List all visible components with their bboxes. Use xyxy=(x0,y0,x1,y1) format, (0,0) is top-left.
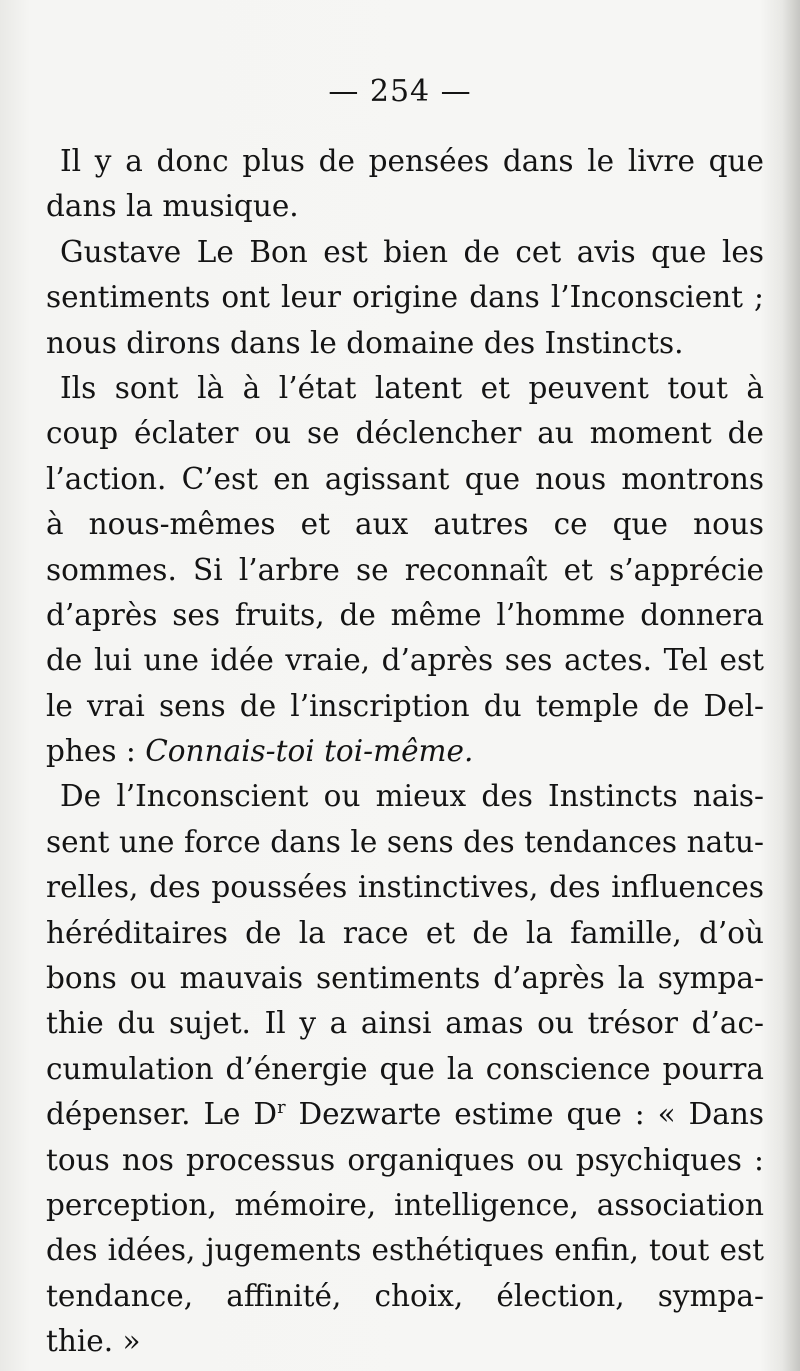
text-line: perception, mémoire, intelligence, association xyxy=(46,1187,764,1222)
text-line: bons ou mauvais sentiments d’après la sympa- xyxy=(46,961,764,996)
text-segment: Dezwarte estime que : « Dans xyxy=(285,1097,764,1132)
text-line: nous dirons dans le domaine des Instincts. xyxy=(46,325,684,360)
text-line xyxy=(46,729,764,774)
text-line: de lui une idée vraie, d’après ses actes. Tel est xyxy=(46,643,764,678)
text-segment: dépenser. Le D xyxy=(46,1097,278,1132)
superscript-abbrev: r xyxy=(277,1098,286,1119)
text-line: sommes. Si l’arbre se reconnaît et s’apprécie xyxy=(46,552,764,587)
body-text xyxy=(46,139,764,1365)
text-line: tendance, affinité, choix, élection, sympa- xyxy=(46,1278,764,1313)
italic-quote: Connais-toi toi-même. xyxy=(145,734,474,769)
text-line: l’action. C’est en agissant que nous montrons xyxy=(46,461,764,496)
text-line: tous nos processus organiques ou psychiques : xyxy=(46,1142,764,1177)
text-segment: phes : xyxy=(46,734,146,769)
text-line: cumulation d’énergie que la conscience pourra xyxy=(46,1051,764,1086)
page-edge-shadow xyxy=(782,0,800,1371)
text-line: dans la musique. xyxy=(46,189,299,224)
text-line: thie. » xyxy=(46,1324,141,1359)
text-line: à nous-mêmes et aux autres ce que nous xyxy=(46,507,764,542)
text-line: des idées, jugements esthétiques enfin, tout est xyxy=(46,1233,764,1268)
page-number: — 254 — xyxy=(328,74,472,109)
text-line: Gustave Le Bon est bien de cet avis que les xyxy=(60,234,764,269)
text-line: Il y a donc plus de pensées dans le livre que xyxy=(60,144,764,178)
text-line: d’après ses fruits, de même l’homme donnera xyxy=(46,597,764,632)
text-line: le vrai sens de l’inscription du temple de Del- xyxy=(46,688,764,723)
text-line: sent une force dans le sens des tendances natu- xyxy=(46,824,764,859)
text-line: sentiments ont leur origine dans l’Inconscient ; xyxy=(46,280,764,315)
text-line: relles, des poussées instinctives, des influences xyxy=(46,870,764,905)
text-line: thie du sujet. Il y a ainsi amas ou trésor d’ac- xyxy=(46,1006,764,1041)
text-line: héréditaires de la race et de la famille, d’où xyxy=(46,915,764,950)
text-line: coup éclater ou se déclencher au moment de xyxy=(46,416,764,451)
text-line: De l’Inconscient ou mieux des Instincts nais- xyxy=(60,779,764,814)
text-line: Ils sont là à l’état latent et peuvent tout à xyxy=(60,370,764,405)
text-line xyxy=(46,1092,764,1137)
